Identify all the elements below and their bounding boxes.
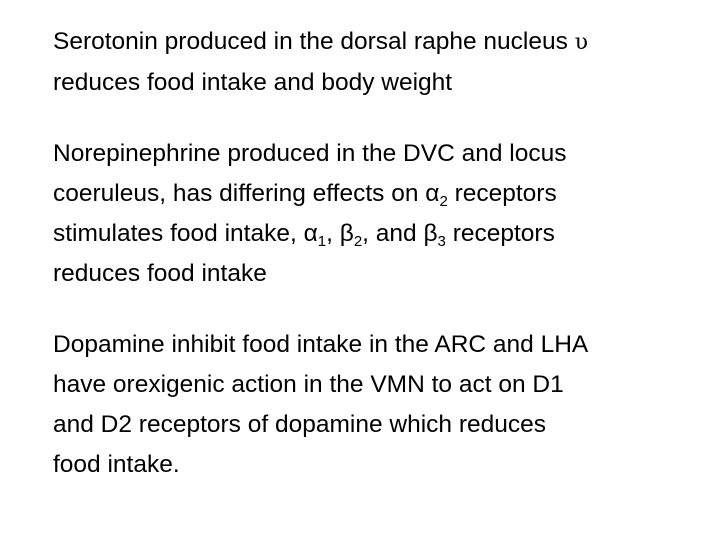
text-line: Dopamine inhibit food intake in the ARC and LHA — [53, 331, 589, 358]
text-line: and D2 receptors of dopamine which reduces — [53, 411, 547, 438]
upsilon-symbol: υ — [574, 30, 589, 55]
text-line: reduces food intake and body weight — [53, 69, 453, 96]
text-line: have orexigenic action in the VMN to act on D1 — [53, 371, 564, 398]
subscript: 1 — [317, 233, 327, 250]
subscript: 2 — [439, 193, 448, 210]
text-line: stimulates food intake, $\alpha_1$, $\beta_2$, and $\beta_3$ receptors — [53, 220, 555, 250]
text-line: Norepinephrine produced in the DVC and locus — [53, 140, 567, 167]
text-line: Serotonin produced in the dorsal raphe nucleus υ — [53, 28, 589, 55]
subscript: 2 — [353, 233, 363, 250]
subscript: 3 — [437, 233, 446, 250]
text-line: food intake. — [53, 451, 180, 478]
text-line: coeruleus, has differing effects on $\alpha_2$ receptors — [53, 180, 557, 210]
dopamine-paragraph — [53, 325, 713, 485]
text-line: reduces food intake — [53, 260, 267, 287]
slide-body — [53, 22, 713, 516]
serotonin-paragraph — [53, 22, 713, 103]
norepinephrine-paragraph — [53, 134, 713, 294]
